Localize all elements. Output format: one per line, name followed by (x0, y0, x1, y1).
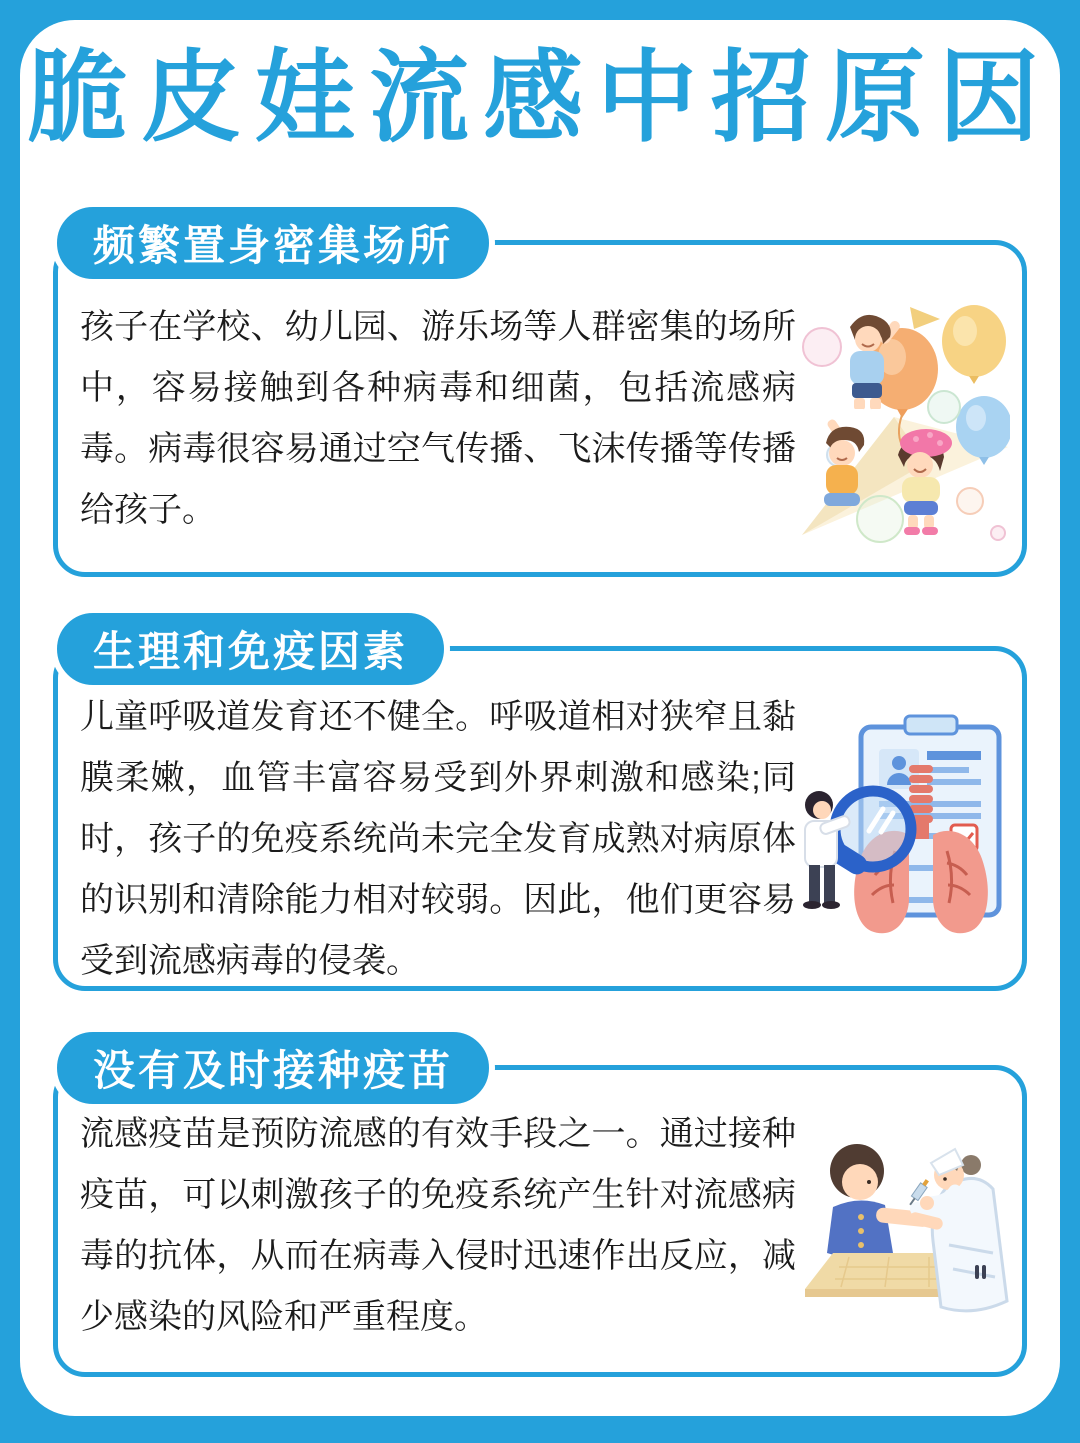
section-2-header-pill (51, 607, 450, 691)
section-2-body (58, 651, 1022, 986)
section-1-header-label: 频繁置身密集场所 (93, 222, 454, 269)
section-2-text: 儿童呼吸道发育还不健全。呼吸道相对狭窄且黏膜柔嫩，血管丰富容易受到外界刺激和感染;同时，孩子的免疫系统尚未完全发育成熟对病原体的识别和清除能力相对较弱。因此，他们更容易受到流感病毒的侵袭。 (80, 698, 796, 980)
section-1-header-pill (51, 201, 495, 285)
lungs-examination-illustration (796, 687, 1012, 970)
doctor-lungs-graphic (799, 713, 1009, 945)
section-3-header-pill (51, 1026, 495, 1110)
boy-figure (827, 1144, 931, 1258)
section-3-header-label: 没有及时接种疫苗 (93, 1047, 454, 1094)
section-physiology-immunity (53, 628, 1027, 991)
section-3-text: 流感疫苗是预防流感的有效手段之一。通过接种疫苗，可以刺激孩子的免疫系统产生针对流感病毒的抗体，从而在病毒入侵时迅速作出反应，减少感染的风险和严重程度。 (80, 1115, 796, 1336)
section-3-body (58, 1070, 1022, 1372)
children-balloons-graphic (798, 297, 1010, 549)
page-title: 脆皮娃流感中招原因 (27, 42, 1053, 154)
vaccination-illustration (796, 1104, 1012, 1356)
children-playing-illustration (796, 297, 1012, 556)
section-1-text: 孩子在学校、幼儿园、游乐场等人群密集的场所中，容易接触到各种病毒和细菌，包括流感病毒。病毒很容易通过空气传播、飞沫传播等传播给孩子。 (80, 308, 796, 529)
nurse-vaccinating-graphic (799, 1137, 1009, 1323)
girl-with-beret (898, 429, 952, 535)
section-vaccination (53, 1047, 1027, 1377)
section-crowded-places (53, 222, 1027, 577)
poster-page (20, 20, 1060, 1416)
section-2-header-label: 生理和免疫因素 (93, 628, 409, 675)
section-1-body (58, 245, 1022, 572)
